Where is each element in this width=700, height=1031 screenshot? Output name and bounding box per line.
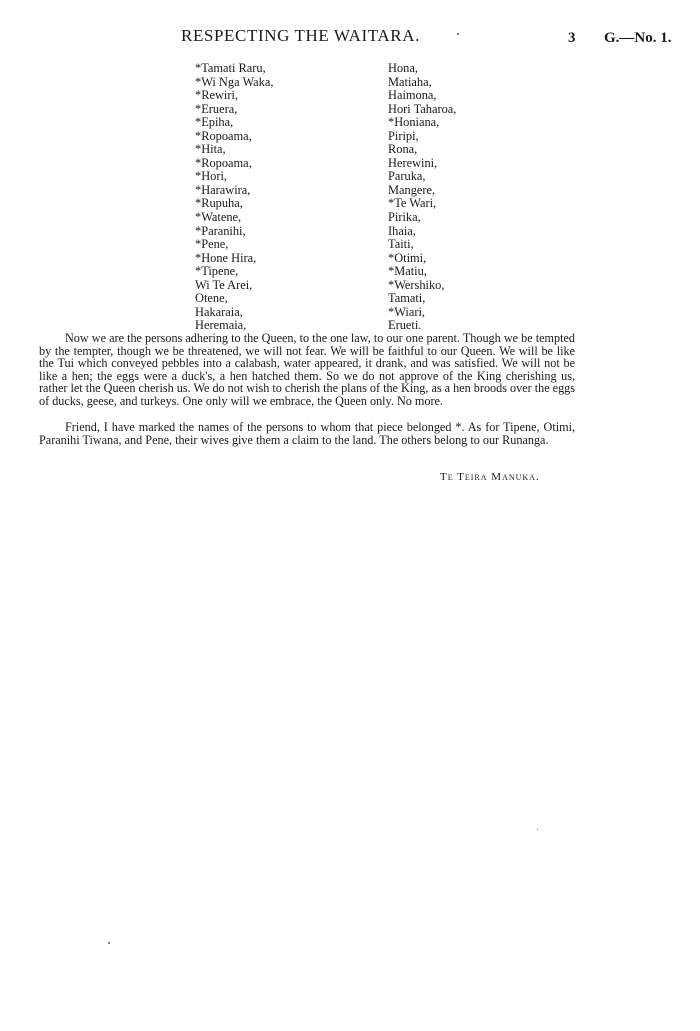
name-entry: *Tamati Raru,	[195, 61, 266, 75]
name-entry: *Epiha,	[195, 115, 234, 130]
name-entry: *Honiana,	[388, 115, 440, 130]
names-list-right	[388, 62, 456, 333]
signature: Te Teira Manuka.	[440, 471, 540, 483]
name-entry: Paruka,	[388, 169, 426, 184]
name-entry: Piripi,	[388, 128, 419, 143]
name-entry: Pirika,	[388, 210, 421, 225]
name-entry: *Hone Hira,	[195, 250, 257, 265]
name-entry: *Ropoama,	[195, 128, 252, 143]
name-entry: *Paranihi,	[195, 223, 246, 238]
name-entry: *Harawira,	[195, 182, 251, 197]
name-entry: *Ropoama,	[195, 155, 252, 170]
name-entry: Erueti.	[388, 318, 422, 333]
name-entry: Rona,	[388, 142, 418, 157]
name-entry: Ihaia,	[388, 223, 416, 238]
name-entry: *Pene,	[195, 237, 229, 252]
names-list-left	[195, 62, 273, 333]
name-entry: Hori Taharoa,	[388, 101, 457, 116]
name-entry: *Watene,	[195, 210, 242, 225]
name-entry: Haimona,	[388, 88, 437, 103]
body-paragraph-marked-names: Friend, I have marked the names of the persons to whom that piece belonged *. As for Tipene, Otimi, Paranihi Tiwana, and Pene, their wives give them a claim to the land. The others belong to our Runanga.	[39, 420, 575, 447]
name-entry: *Matiu,	[388, 264, 427, 279]
document-reference: G.—No. 1.	[604, 30, 672, 46]
name-entry: *Otimi,	[388, 250, 427, 265]
name-entry: Heremaia,	[195, 318, 247, 333]
scan-speck	[108, 942, 110, 944]
scan-speck	[537, 829, 538, 830]
body-paragraph-allegiance: Now we are the persons adhering to the Queen, to the one law, to our one parent. Though we be tempted by the tempter, though we be threatened, we will not fear. We will be faithful to our Queen. We will be like the Tui which conveyed pebbles into a calabash, water appeared, it drank, and was satisfied. We will not be like a hen; the eggs were a duck's, a hen hatched them. So we do not approve of the King cherishing us, rather let the Queen cherish us. We do not wish to cherish the plans of the King, as a hen broods over the eggs of ducks, geese, and turkeys. One only will we embrace, the Queen only. No more.	[39, 331, 575, 408]
name-entry: *Rupuha,	[195, 196, 243, 211]
name-entry: *Wi Nga Waka,	[195, 74, 274, 89]
name-entry: Hona,	[388, 61, 418, 75]
name-entry: *Tipene,	[195, 264, 239, 279]
name-entry: *Rewiri,	[195, 88, 239, 103]
name-entry: Tamati,	[388, 291, 426, 306]
name-entry: *Hita,	[195, 142, 226, 157]
name-entry: Otene,	[195, 291, 228, 306]
name-entry: Mangere,	[388, 182, 436, 197]
name-entry: Wi Te Arei,	[195, 277, 253, 292]
name-entry: *Wershiko,	[388, 277, 445, 292]
name-entry: *Te Wari,	[388, 196, 437, 211]
name-entry: *Hori,	[195, 169, 228, 184]
name-entry: Hakaraia,	[195, 304, 243, 319]
scan-speck	[457, 33, 459, 35]
name-entry: *Eruera,	[195, 101, 238, 116]
name-entry: Matiaha,	[388, 74, 432, 89]
name-entry: Taiti,	[388, 237, 414, 252]
name-entry: Herewini,	[388, 155, 438, 170]
name-entry: *Wiari,	[388, 304, 426, 319]
page-number: 3	[568, 30, 576, 46]
page-header-title: RESPECTING THE WAITARA.	[181, 26, 420, 45]
